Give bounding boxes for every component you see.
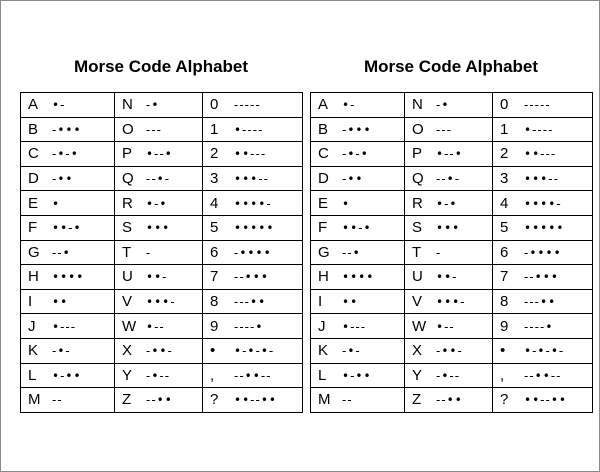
table-cell	[311, 93, 405, 118]
table-cell	[311, 166, 405, 191]
morse-code: •-•	[436, 196, 458, 211]
character-label: A	[28, 96, 39, 114]
table-cell	[203, 363, 303, 388]
morse-code: -••	[52, 172, 74, 187]
character-label: 8	[210, 293, 219, 311]
morse-code: -•--	[146, 368, 171, 383]
character-label: D	[28, 170, 39, 188]
character-label: B	[28, 120, 39, 138]
morse-code: ••••-	[524, 196, 562, 211]
table-cell	[203, 388, 303, 413]
table-cell	[493, 191, 593, 216]
character-label: W	[122, 317, 137, 335]
table-row	[311, 215, 593, 240]
morse-code: --•••	[524, 270, 559, 285]
table-cell	[405, 314, 493, 339]
table-cell	[115, 265, 203, 290]
table-cell	[493, 289, 593, 314]
table-row	[21, 388, 303, 413]
morse-code: --•-	[146, 172, 171, 187]
character-label: 4	[500, 194, 509, 212]
table-cell	[203, 191, 303, 216]
table-cell	[405, 142, 493, 167]
morse-code: •••••	[524, 221, 565, 236]
character-label: 1	[500, 120, 509, 138]
table-row	[21, 338, 303, 363]
morse-code: --••--	[524, 368, 562, 383]
character-label: 1	[210, 120, 219, 138]
morse-code: •-•-•-	[524, 344, 565, 359]
character-label: E	[318, 194, 329, 212]
table-row	[311, 289, 593, 314]
table-cell	[311, 240, 405, 265]
character-label: 6	[210, 243, 219, 261]
morse-code: ••-•	[52, 221, 82, 236]
character-label: 0	[500, 96, 509, 114]
table-cell	[21, 338, 115, 363]
character-label: I	[318, 293, 323, 311]
table-row	[311, 388, 593, 413]
morse-code: -•-•	[342, 147, 369, 162]
morse-code: -----	[234, 98, 261, 113]
morse-code: ----•	[234, 319, 264, 334]
table-cell	[115, 289, 203, 314]
character-label: 7	[500, 268, 509, 286]
character-label: H	[318, 268, 329, 286]
character-label: 2	[210, 145, 219, 163]
table-cell	[405, 93, 493, 118]
morse-code: -•-	[342, 344, 361, 359]
morse-code: •••	[146, 221, 171, 236]
table-cell	[311, 314, 405, 339]
morse-code: •--•	[146, 147, 173, 162]
table-row	[311, 142, 593, 167]
table-cell	[405, 166, 493, 191]
table-cell	[115, 388, 203, 413]
morse-code: -•	[436, 98, 450, 113]
morse-code: •----	[524, 122, 554, 137]
character-label: H	[28, 268, 39, 286]
morse-code: ••-•	[342, 221, 372, 236]
morse-code: -	[146, 245, 152, 260]
table-cell	[115, 338, 203, 363]
table-cell	[405, 388, 493, 413]
table-cell	[493, 93, 593, 118]
morse-code: --	[342, 393, 353, 408]
table-cell	[21, 289, 115, 314]
table-cell	[311, 142, 405, 167]
morse-code: ••-	[146, 270, 168, 285]
character-label: ?	[500, 391, 509, 409]
character-label: 9	[500, 317, 509, 335]
table-cell	[115, 117, 203, 142]
table-cell	[115, 363, 203, 388]
character-label: •	[500, 342, 506, 360]
morse-code: •----	[234, 122, 264, 137]
table-cell	[493, 117, 593, 142]
table-cell	[311, 215, 405, 240]
table-cell	[493, 240, 593, 265]
morse-code: --••	[146, 393, 173, 408]
character-label: P	[122, 145, 133, 163]
morse-code: -••••	[234, 245, 272, 260]
table-cell	[493, 338, 593, 363]
morse-code: -•••	[52, 122, 82, 137]
character-label: L	[28, 366, 37, 384]
morse-code: •--	[146, 319, 165, 334]
character-label: F	[28, 219, 38, 237]
table-row	[311, 93, 593, 118]
table-cell	[203, 289, 303, 314]
character-label: E	[28, 194, 39, 212]
table-row	[21, 289, 303, 314]
table-row	[311, 191, 593, 216]
character-label: J	[28, 317, 36, 335]
character-label: S	[122, 219, 133, 237]
table-cell	[405, 363, 493, 388]
character-label: R	[412, 194, 423, 212]
table-cell	[405, 117, 493, 142]
morse-code: •-	[52, 98, 66, 113]
character-label: 5	[500, 219, 509, 237]
table-row	[21, 215, 303, 240]
morse-code: ••••	[342, 270, 375, 285]
table-cell	[405, 289, 493, 314]
morse-code: ••--••	[524, 393, 567, 408]
table-row	[311, 117, 593, 142]
morse-code: •••-	[436, 295, 466, 310]
morse-code: ---	[146, 122, 162, 137]
table-cell	[21, 117, 115, 142]
table-cell	[405, 215, 493, 240]
morse-code: •••-	[146, 295, 176, 310]
character-label: B	[318, 120, 329, 138]
table-cell	[493, 363, 593, 388]
table-row	[311, 166, 593, 191]
morse-code: ---••	[524, 295, 557, 310]
morse-code: --••	[436, 393, 463, 408]
morse-code: -••-	[436, 344, 463, 359]
morse-code: ---••	[234, 295, 267, 310]
morse-code: •	[52, 196, 61, 211]
morse-code: •••--	[234, 172, 269, 187]
morse-code: ----•	[524, 319, 554, 334]
morse-code: •	[342, 196, 351, 211]
morse-code: -••-	[146, 344, 173, 359]
table-row	[311, 314, 593, 339]
table-row	[311, 240, 593, 265]
morse-code: •-	[342, 98, 356, 113]
table-cell	[311, 289, 405, 314]
character-label: L	[318, 366, 327, 384]
character-label: N	[412, 96, 423, 114]
table-cell	[311, 388, 405, 413]
table-cell	[115, 166, 203, 191]
morse-code: ••	[342, 295, 359, 310]
table-cell	[203, 117, 303, 142]
character-label: Q	[122, 170, 134, 188]
character-label: 7	[210, 268, 219, 286]
character-label: 6	[500, 243, 509, 261]
morse-code: •••	[436, 221, 461, 236]
table-row	[311, 338, 593, 363]
character-label: W	[412, 317, 427, 335]
table-cell	[203, 93, 303, 118]
morse-code: •---	[342, 319, 367, 334]
morse-chart-left	[20, 52, 302, 413]
morse-code: •••--	[524, 172, 559, 187]
morse-code: ••••-	[234, 196, 272, 211]
table-cell	[115, 240, 203, 265]
table-cell	[405, 240, 493, 265]
character-label: X	[412, 342, 423, 360]
table-cell	[115, 314, 203, 339]
character-label: O	[412, 120, 424, 138]
character-label: V	[412, 293, 423, 311]
morse-code: -•	[146, 98, 160, 113]
morse-code: -----	[524, 98, 551, 113]
table-cell	[405, 265, 493, 290]
character-label: 2	[500, 145, 509, 163]
table-row	[21, 314, 303, 339]
morse-code: -•-	[52, 344, 71, 359]
character-label: C	[28, 145, 39, 163]
character-label: T	[122, 243, 132, 261]
table-cell	[203, 215, 303, 240]
morse-code: •--•	[436, 147, 463, 162]
table-cell	[203, 265, 303, 290]
character-label: 8	[500, 293, 509, 311]
morse-code: ••---	[524, 147, 557, 162]
table-row	[21, 166, 303, 191]
character-label: 0	[210, 96, 219, 114]
table-cell	[311, 117, 405, 142]
table-cell	[21, 166, 115, 191]
character-label: K	[318, 342, 329, 360]
character-label: 3	[500, 170, 509, 188]
table-cell	[203, 240, 303, 265]
character-label: Z	[412, 391, 422, 409]
character-label: 5	[210, 219, 219, 237]
character-label: S	[412, 219, 423, 237]
character-label: G	[28, 243, 40, 261]
character-label: M	[318, 391, 331, 409]
character-label: R	[122, 194, 133, 212]
character-label: F	[318, 219, 328, 237]
table-cell	[203, 142, 303, 167]
table-cell	[493, 388, 593, 413]
table-cell	[21, 93, 115, 118]
character-label: U	[412, 268, 423, 286]
morse-code: -•••	[342, 122, 372, 137]
character-label: N	[122, 96, 133, 114]
table-cell	[493, 142, 593, 167]
morse-code: ••••	[52, 270, 85, 285]
table-cell	[21, 314, 115, 339]
table-row	[21, 363, 303, 388]
character-label: ?	[210, 391, 219, 409]
table-cell	[115, 191, 203, 216]
morse-code: ••	[52, 295, 69, 310]
character-label: T	[412, 243, 422, 261]
table-cell	[405, 338, 493, 363]
character-label: C	[318, 145, 329, 163]
character-label: 9	[210, 317, 219, 335]
character-label: ,	[210, 366, 215, 384]
morse-code: •-•	[146, 196, 168, 211]
table-cell	[493, 215, 593, 240]
character-label: I	[28, 293, 33, 311]
morse-code: --•	[342, 245, 361, 260]
chart-title: Morse Code Alphabet	[73, 57, 249, 76]
table-cell	[115, 142, 203, 167]
character-label: V	[122, 293, 133, 311]
morse-code: •-•-•-	[234, 344, 275, 359]
table-cell	[21, 191, 115, 216]
morse-code: •--	[436, 319, 455, 334]
table-row	[21, 191, 303, 216]
morse-code: --•-	[436, 172, 461, 187]
table-cell	[493, 314, 593, 339]
table-cell	[115, 215, 203, 240]
table-row	[21, 117, 303, 142]
table-cell	[311, 363, 405, 388]
character-label: J	[318, 317, 326, 335]
table-row	[21, 240, 303, 265]
table-cell	[405, 191, 493, 216]
morse-code: •••••	[234, 221, 275, 236]
morse-code: •---	[52, 319, 77, 334]
morse-code: --••--	[234, 368, 272, 383]
character-label: P	[412, 145, 423, 163]
character-label: Q	[412, 170, 424, 188]
morse-code: -•--	[436, 368, 461, 383]
morse-code: -••••	[524, 245, 562, 260]
morse-code: -•-•	[52, 147, 79, 162]
morse-code: --•••	[234, 270, 269, 285]
character-label: U	[122, 268, 133, 286]
character-label: M	[28, 391, 41, 409]
morse-code: ••-	[436, 270, 458, 285]
table-cell	[493, 166, 593, 191]
morse-table	[310, 92, 593, 413]
morse-code: ••---	[234, 147, 267, 162]
character-label: Z	[122, 391, 132, 409]
morse-code: ---	[436, 122, 452, 137]
character-label: O	[122, 120, 134, 138]
character-label: 3	[210, 170, 219, 188]
morse-code: --•	[52, 245, 71, 260]
morse-code: •-••	[52, 368, 82, 383]
character-label: Y	[412, 366, 423, 384]
morse-table	[20, 92, 303, 413]
table-cell	[21, 388, 115, 413]
table-cell	[21, 240, 115, 265]
character-label: 4	[210, 194, 219, 212]
morse-code: --	[52, 393, 63, 408]
character-label: •	[210, 342, 216, 360]
morse-code: ••--••	[234, 393, 277, 408]
table-cell	[203, 338, 303, 363]
table-cell	[21, 265, 115, 290]
table-cell	[311, 338, 405, 363]
table-row	[21, 265, 303, 290]
character-label: Y	[122, 366, 133, 384]
chart-title: Morse Code Alphabet	[363, 57, 539, 76]
table-cell	[493, 265, 593, 290]
morse-code: -••	[342, 172, 364, 187]
character-label: D	[318, 170, 329, 188]
morse-chart-right	[310, 52, 592, 413]
table-cell	[21, 142, 115, 167]
table-row	[311, 265, 593, 290]
table-cell	[311, 191, 405, 216]
table-row	[311, 363, 593, 388]
table-row	[21, 93, 303, 118]
morse-code: •-••	[342, 368, 372, 383]
character-label: A	[318, 96, 329, 114]
character-label: G	[318, 243, 330, 261]
character-label: X	[122, 342, 133, 360]
table-cell	[203, 166, 303, 191]
table-cell	[203, 314, 303, 339]
table-cell	[21, 363, 115, 388]
table-row	[21, 142, 303, 167]
table-cell	[311, 265, 405, 290]
character-label: K	[28, 342, 39, 360]
table-cell	[21, 215, 115, 240]
morse-code: -	[436, 245, 442, 260]
table-cell	[115, 93, 203, 118]
character-label: ,	[500, 366, 505, 384]
